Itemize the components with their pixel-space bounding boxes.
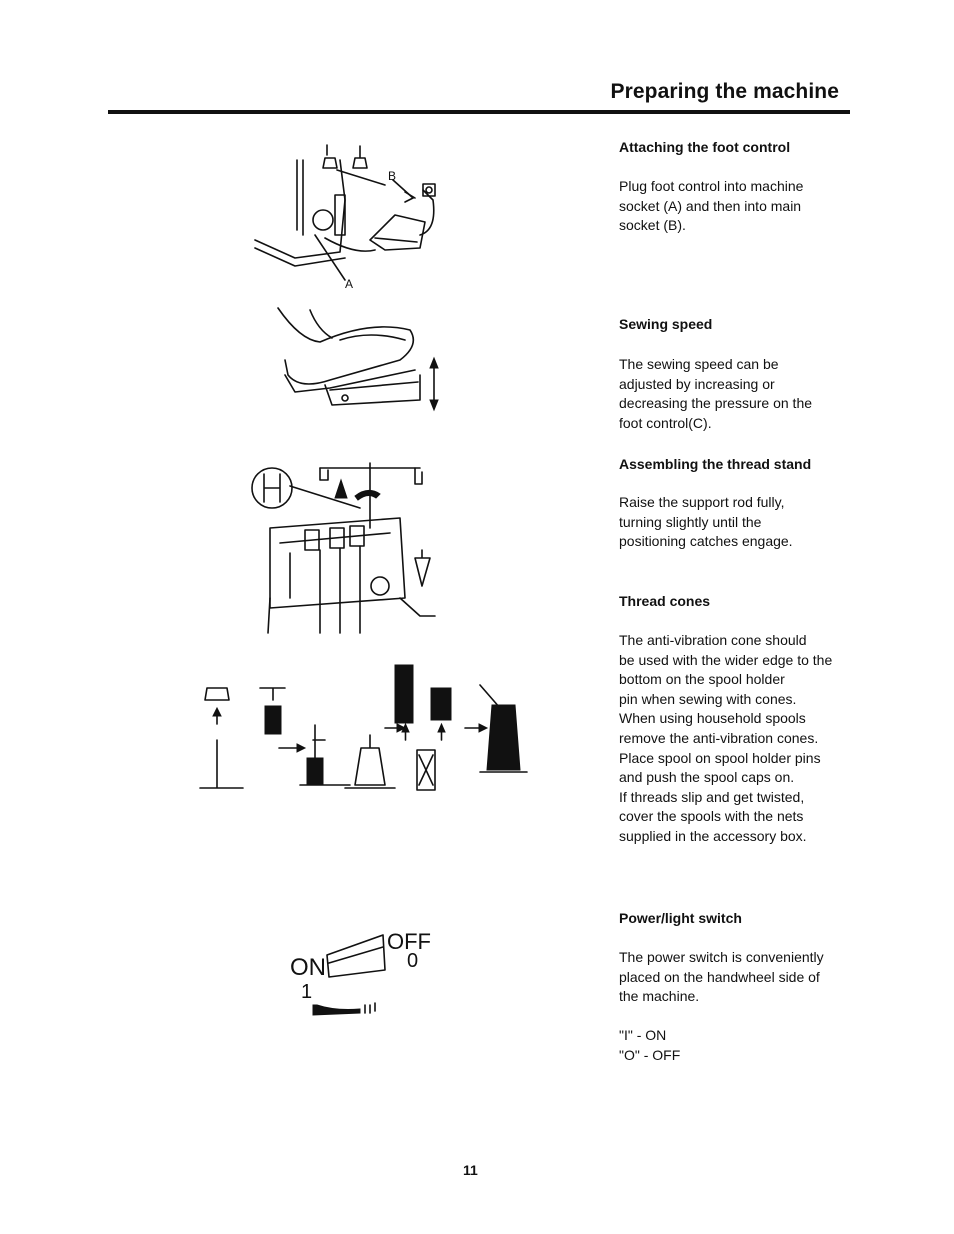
- power-switch-illustration: [285, 915, 445, 1020]
- label-a: A: [345, 277, 354, 291]
- heading-power-switch: Power/light switch: [619, 910, 742, 926]
- page-number: 11: [463, 1162, 478, 1178]
- label-on: ON: [290, 954, 326, 981]
- label-one: 1: [301, 981, 313, 1003]
- thread-stand-illustration: [250, 458, 440, 638]
- text-thread-cones: The anti-vibration cone should be used with the wider edge to the bottom on the spool holder pin when sewing with cones. When using household spools remove the anti-vibration cones. Place spool on spool holder pins and push the spool caps on. If threads slip and get twisted, cover the spools with the nets supplied in the accessory box.: [619, 632, 833, 844]
- label-zero: 0: [407, 950, 419, 972]
- heading-thread-cones: Thread cones: [619, 593, 711, 609]
- text-sewing-speed: The sewing speed can be adjusted by increasing or decreasing the pressure on the foot control(C).: [619, 356, 813, 431]
- thread-cones-illustration: [195, 660, 530, 795]
- heading-foot-control: Attaching the foot control: [619, 139, 791, 155]
- text-thread-stand: Raise the support rod fully, turning slightly until the positioning catches engage.: [619, 494, 793, 550]
- label-b: B: [388, 169, 397, 183]
- legend-on: "I" - ON: [619, 1027, 667, 1043]
- page-title: Preparing the machine: [610, 80, 839, 103]
- header-rule: [108, 110, 850, 114]
- heading-sewing-speed: Sewing speed: [619, 316, 713, 332]
- label-off: OFF: [387, 929, 431, 954]
- text-foot-control: Plug foot control into machine socket (A) and then into main socket (B).: [619, 178, 804, 234]
- heading-thread-stand: Assembling the thread stand: [619, 456, 812, 472]
- sewing-speed-illustration: [270, 300, 450, 415]
- legend-off: "O" - OFF: [619, 1047, 681, 1063]
- text-power-switch: The power switch is conveniently placed on the handwheel side of the machine.: [619, 949, 824, 1005]
- foot-control-illustration: [245, 140, 445, 290]
